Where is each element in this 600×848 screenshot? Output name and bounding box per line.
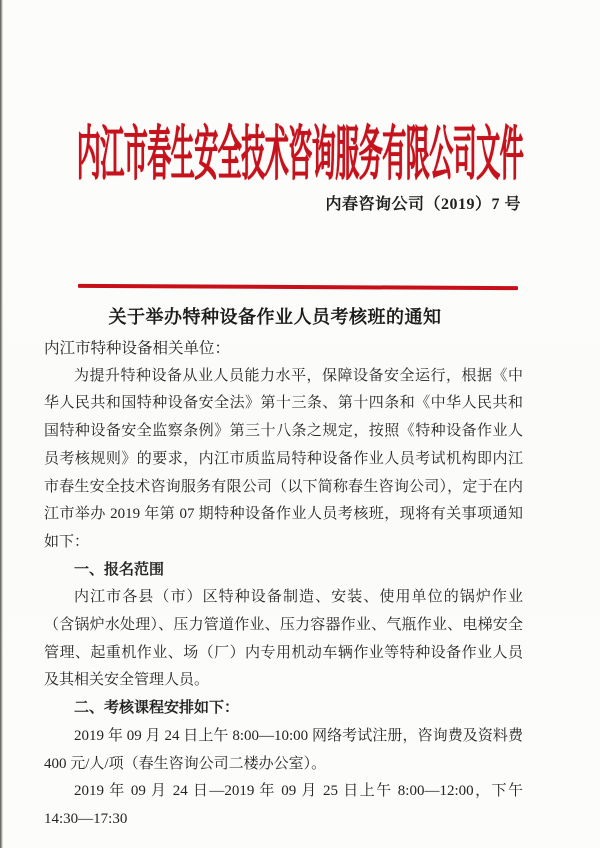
document-number: 内春咨询公司（2019）7 号 xyxy=(325,196,521,213)
letterhead-org-title: 内江市春生安全技术咨询服务有限公司文件 xyxy=(76,124,524,189)
red-divider-rule xyxy=(78,284,518,290)
notice-title: 关于举办特种设备作业人员考核班的通知 xyxy=(108,307,442,327)
section-heading-1: 一、报名范围 xyxy=(74,561,165,578)
salutation-line: 内江市特种设备相关单位： xyxy=(44,340,231,357)
paragraph-schedule-registration: 2019 年 09 月 24 日上午 8:00—10:00 网络考试注册，咨询费及资料费 400 元/人/项（春生咨询公司二楼办公室）。 xyxy=(44,727,523,772)
section-heading-2: 二、考核课程安排如下： xyxy=(74,700,240,717)
letterhead xyxy=(0,108,600,188)
paragraph-scope: 内江市各县（市）区特种设备制造、安装、使用单位的锅炉作业（含锅炉水处理）、压力管道作业、压力容器作业、气瓶作业、电梯安全管理、起重机作业、场（厂）内专用机动车辆作业等特种设备作业人员及其相关安全管理人员。 xyxy=(44,589,523,689)
notice-body xyxy=(44,335,523,834)
paragraph-intro: 为提升特种设备从业人员能力水平，保障设备安全运行，根据《中华人民共和国特种设备安全法》第十三条、第十四条和《中华人民共和国特种设备安全监察条例》第三十八条之规定，按照《特种设备作业人员考核规则》的要求，内江市质监局特种设备作业人员考试机构即内江市春生安全技术咨询服务有限公司（以下简称春生咨询公司），定于在内江市举办 2019 年第 07 期特种设备作业人员考核班，现将有关事项通知如下： xyxy=(44,367,523,550)
paragraph-schedule-dates: 2019 年 09 月 24 日—2019 年 09 月 25 日上午 8:00—12:00，下午 14:30—17:30 xyxy=(44,783,523,827)
